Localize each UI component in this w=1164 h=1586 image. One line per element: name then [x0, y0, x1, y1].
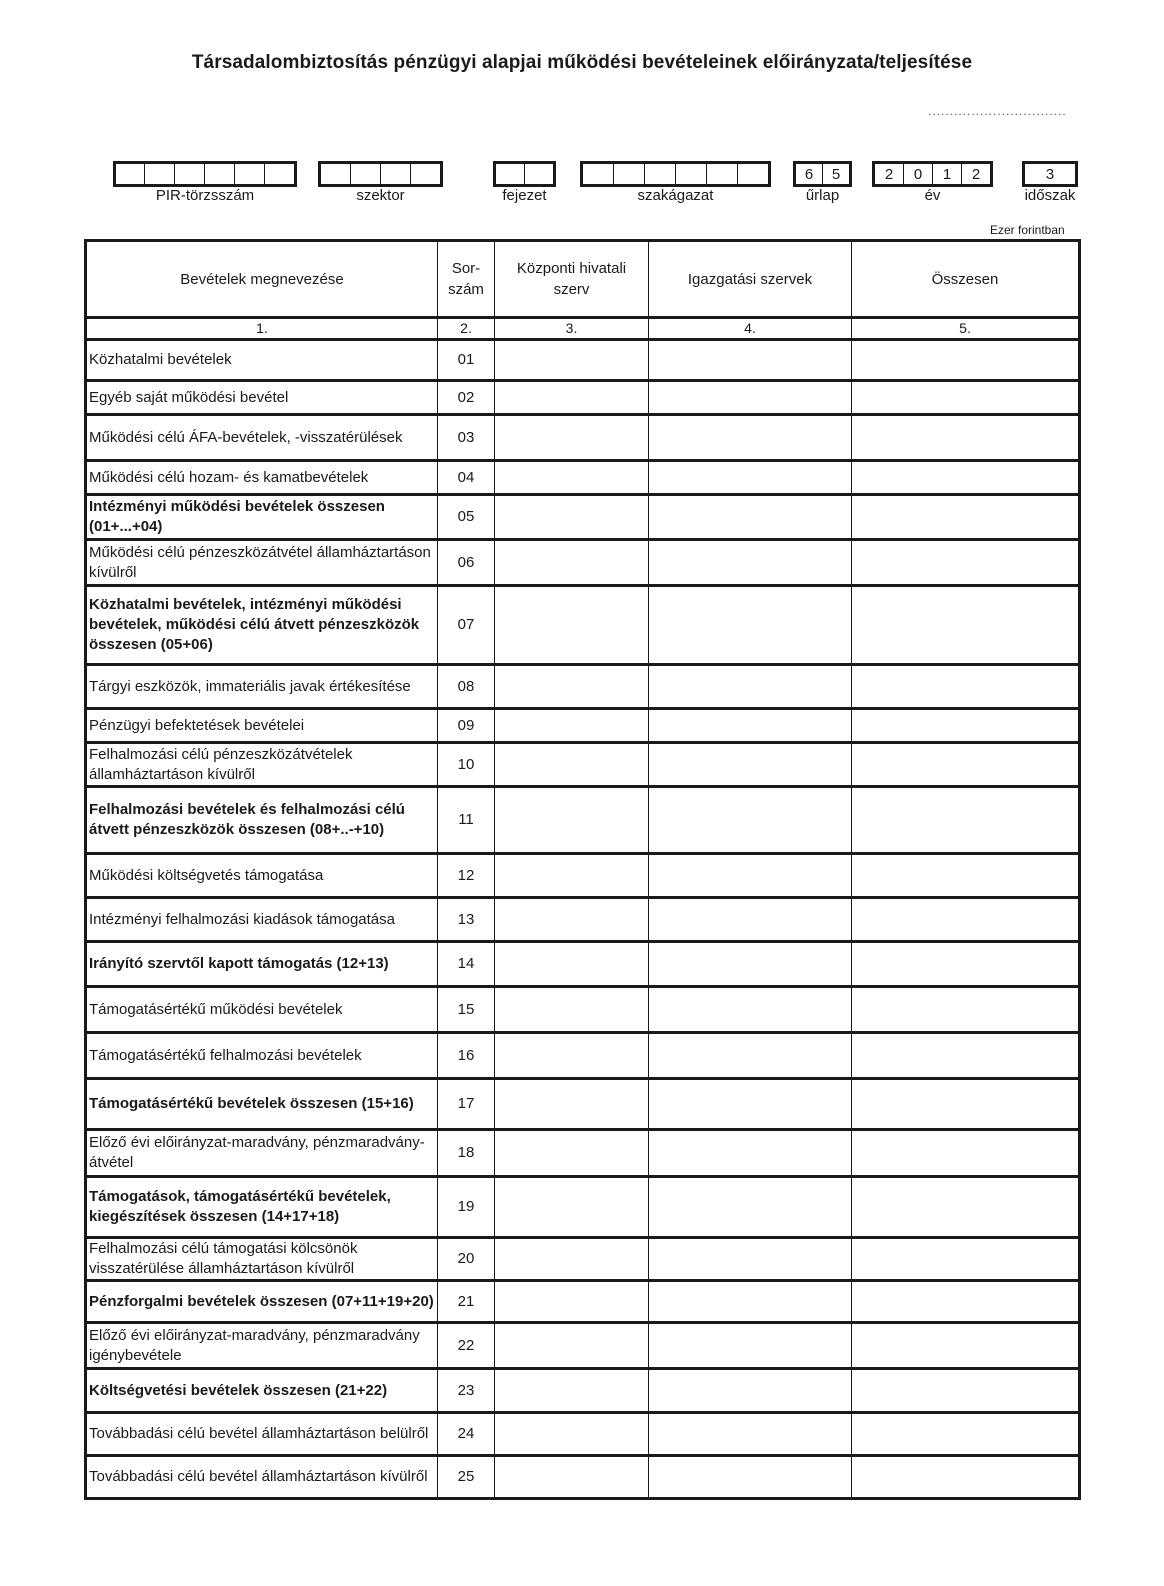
row-value-col5[interactable] — [852, 381, 1080, 415]
row-value-col4[interactable] — [649, 495, 852, 540]
table-row — [86, 340, 1080, 381]
szakagazat-cell[interactable] — [644, 164, 675, 184]
row-value-col4[interactable] — [649, 540, 852, 586]
row-value-col3[interactable] — [495, 1079, 649, 1130]
signature-dotted-line: ................................ — [928, 104, 1067, 118]
row-value-col4[interactable] — [649, 709, 852, 743]
row-name: Előző évi előirányzat-maradvány, pénzmaradvány-átvétel — [86, 1130, 438, 1177]
header-code — [438, 241, 495, 318]
row-value-col4[interactable] — [649, 665, 852, 709]
szektor-cell[interactable] — [410, 164, 440, 184]
row-value-col5[interactable] — [852, 495, 1080, 540]
ev-field[interactable] — [872, 161, 993, 204]
szakagazat-cell[interactable] — [737, 164, 768, 184]
row-code: 22 — [438, 1323, 495, 1369]
row-value-col4[interactable] — [649, 987, 852, 1033]
row-code: 11 — [438, 787, 495, 854]
row-name: Előző évi előirányzat-maradvány, pénzmaradvány igénybevétele — [86, 1323, 438, 1369]
row-name: Támogatásértékű működési bevételek — [86, 987, 438, 1033]
row-value-col3[interactable] — [495, 1177, 649, 1238]
row-value-col4[interactable] — [649, 1079, 852, 1130]
szakagazat-label: szakágazat — [637, 187, 714, 204]
row-value-col4[interactable] — [649, 340, 852, 381]
urlap-cell[interactable]: 5 — [822, 164, 849, 184]
urlap-label: űrlap — [805, 187, 840, 204]
page-title: Társadalombiztosítás pénzügyi alapjai működési bevételeinek előirányzata/teljesítése — [191, 52, 973, 73]
row-code: 14 — [438, 942, 495, 987]
row-value-col5[interactable] — [852, 461, 1080, 495]
row-name: Pénzügyi befektetések bevételei — [86, 709, 438, 743]
pir-cell[interactable] — [234, 164, 264, 184]
row-code: 03 — [438, 415, 495, 461]
header-col3-line2: szerv — [553, 281, 590, 298]
row-value-col3[interactable] — [495, 854, 649, 898]
row-value-col3[interactable] — [495, 1130, 649, 1177]
row-value-col5[interactable] — [852, 787, 1080, 854]
idoszak-cell[interactable]: 3 — [1045, 165, 1055, 183]
row-value-col4[interactable] — [649, 898, 852, 942]
row-code: 10 — [438, 743, 495, 787]
row-name: Továbbadási célú bevétel államháztartáson belülről — [86, 1413, 438, 1456]
fejezet-field[interactable] — [493, 161, 556, 204]
column-number-row — [86, 318, 1080, 340]
row-value-col5[interactable] — [852, 854, 1080, 898]
row-value-col4[interactable] — [649, 461, 852, 495]
row-name: Működési célú hozam- és kamatbevételek — [86, 461, 438, 495]
table-row — [86, 415, 1080, 461]
row-name: Működési célú pénzeszközátvétel államháztartáson kívülről — [86, 540, 438, 586]
fejezet-label: fejezet — [502, 187, 547, 204]
row-value-col4[interactable] — [649, 1177, 852, 1238]
row-name: Közhatalmi bevételek — [86, 340, 438, 381]
table-row — [86, 898, 1080, 942]
row-name: Intézményi működési bevételek összesen (01+...+04) — [86, 495, 438, 540]
row-value-col3[interactable] — [495, 1413, 649, 1456]
colnum-5: 5. — [852, 318, 1080, 340]
pir-boxes[interactable] — [113, 161, 297, 187]
szektor-boxes[interactable] — [318, 161, 443, 187]
szektor-cell[interactable] — [380, 164, 410, 184]
idoszak-boxes[interactable] — [1022, 161, 1078, 187]
row-name: Közhatalmi bevételek, intézményi működési bevételek, működési célú átvett pénzeszközök összesen (05+06) — [86, 586, 438, 665]
row-value-col4[interactable] — [649, 1281, 852, 1323]
table-row — [86, 1369, 1080, 1413]
table-row — [86, 1238, 1080, 1281]
ev-label: év — [924, 187, 941, 204]
table-row — [86, 987, 1080, 1033]
row-code: 09 — [438, 709, 495, 743]
header-col3 — [495, 241, 649, 318]
row-code: 18 — [438, 1130, 495, 1177]
row-value-col5[interactable] — [852, 1456, 1080, 1499]
fejezet-cell[interactable] — [496, 164, 524, 184]
row-value-col3[interactable] — [495, 743, 649, 787]
row-value-col5[interactable] — [852, 540, 1080, 586]
row-value-col5[interactable] — [852, 898, 1080, 942]
row-value-col5[interactable] — [852, 942, 1080, 987]
table-row — [86, 381, 1080, 415]
row-name: Költségvetési bevételek összesen (21+22) — [86, 1369, 438, 1413]
row-value-col3[interactable] — [495, 1369, 649, 1413]
table-row — [86, 665, 1080, 709]
pir-cell[interactable] — [144, 164, 174, 184]
row-value-col4[interactable] — [649, 1033, 852, 1079]
header-col3-line1: Központi hivatali — [516, 260, 627, 277]
ev-cell[interactable]: 2 — [884, 165, 894, 183]
header-code-line1: Sor- — [451, 260, 481, 277]
table-row — [86, 1079, 1080, 1130]
ev-cell[interactable]: 0 — [903, 164, 932, 184]
row-value-col3[interactable] — [495, 1281, 649, 1323]
row-value-col4[interactable] — [649, 1413, 852, 1456]
row-name: Felhalmozási célú pénzeszközátvételek államháztartáson kívülről — [86, 743, 438, 787]
row-code: 13 — [438, 898, 495, 942]
row-code: 19 — [438, 1177, 495, 1238]
row-value-col5[interactable] — [852, 1369, 1080, 1413]
row-name: Pénzforgalmi bevételek összesen (07+11+19+20) — [86, 1281, 438, 1323]
row-code: 02 — [438, 381, 495, 415]
szakagazat-cell[interactable] — [583, 164, 613, 184]
table-header-row — [86, 241, 1080, 318]
row-value-col4[interactable] — [649, 854, 852, 898]
table-row — [86, 540, 1080, 586]
header-col5: Összesen — [852, 241, 1080, 318]
row-code: 24 — [438, 1413, 495, 1456]
row-value-col5[interactable] — [852, 1033, 1080, 1079]
row-value-col5[interactable] — [852, 1281, 1080, 1323]
colnum-4: 4. — [649, 318, 852, 340]
row-value-col5[interactable] — [852, 340, 1080, 381]
fejezet-boxes[interactable] — [493, 161, 556, 187]
row-value-col3[interactable] — [495, 540, 649, 586]
row-value-col5[interactable] — [852, 709, 1080, 743]
table-row — [86, 787, 1080, 854]
row-value-col5[interactable] — [852, 586, 1080, 665]
row-value-col3[interactable] — [495, 461, 649, 495]
colnum-1: 1. — [86, 318, 438, 340]
urlap-boxes[interactable] — [793, 161, 852, 187]
row-name: Intézményi felhalmozási kiadások támogatása — [86, 898, 438, 942]
row-code: 20 — [438, 1238, 495, 1281]
urlap-cell[interactable]: 6 — [804, 165, 814, 183]
pir-cell[interactable] — [204, 164, 234, 184]
row-value-col4[interactable] — [649, 1456, 852, 1499]
fejezet-cell[interactable] — [524, 164, 553, 184]
row-name: Felhalmozási célú támogatási kölcsönök visszatérülése államháztartáson kívülről — [86, 1238, 438, 1281]
row-code: 21 — [438, 1281, 495, 1323]
table-row — [86, 461, 1080, 495]
row-code: 23 — [438, 1369, 495, 1413]
szektor-field[interactable] — [318, 161, 443, 204]
szektor-cell[interactable] — [321, 164, 350, 184]
row-code: 06 — [438, 540, 495, 586]
row-value-col5[interactable] — [852, 1238, 1080, 1281]
row-value-col3[interactable] — [495, 709, 649, 743]
row-code: 07 — [438, 586, 495, 665]
header-code-line2: szám — [448, 281, 484, 298]
row-value-col4[interactable] — [649, 1130, 852, 1177]
row-value-col3[interactable] — [495, 987, 649, 1033]
row-value-col4[interactable] — [649, 1323, 852, 1369]
table-row — [86, 1456, 1080, 1499]
pir-cell[interactable] — [116, 164, 144, 184]
table-row — [86, 1130, 1080, 1177]
pir-field[interactable] — [113, 161, 297, 204]
header-col4: Igazgatási szervek — [649, 241, 852, 318]
row-value-col5[interactable] — [852, 743, 1080, 787]
row-value-col5[interactable] — [852, 1130, 1080, 1177]
ev-cell[interactable]: 1 — [932, 164, 961, 184]
table-row — [86, 1033, 1080, 1079]
row-name: Irányító szervtől kapott támogatás (12+13) — [86, 942, 438, 987]
colnum-3: 3. — [495, 318, 649, 340]
szektor-label: szektor — [356, 187, 405, 204]
table-row — [86, 586, 1080, 665]
table-row — [86, 854, 1080, 898]
row-code: 16 — [438, 1033, 495, 1079]
table-row — [86, 942, 1080, 987]
row-name: Tárgyi eszközök, immateriális javak értékesítése — [86, 665, 438, 709]
row-value-col5[interactable] — [852, 987, 1080, 1033]
row-name: Támogatásértékű bevételek összesen (15+16) — [86, 1079, 438, 1130]
szakagazat-field[interactable] — [580, 161, 771, 204]
row-name: Működési költségvetés támogatása — [86, 854, 438, 898]
urlap-field[interactable] — [793, 161, 852, 204]
row-value-col4[interactable] — [649, 1238, 852, 1281]
row-value-col3[interactable] — [495, 1323, 649, 1369]
row-code: 01 — [438, 340, 495, 381]
row-value-col4[interactable] — [649, 586, 852, 665]
row-value-col5[interactable] — [852, 665, 1080, 709]
row-value-col3[interactable] — [495, 898, 649, 942]
row-name: Felhalmozási bevételek és felhalmozási célú átvett pénzeszközök összesen (08+..-+10) — [86, 787, 438, 854]
row-code: 08 — [438, 665, 495, 709]
row-value-col3[interactable] — [495, 942, 649, 987]
table-row — [86, 709, 1080, 743]
unit-label: Ezer forintban — [990, 223, 1065, 237]
szektor-cell[interactable] — [350, 164, 380, 184]
row-code: 15 — [438, 987, 495, 1033]
row-name: Működési célú ÁFA-bevételek, -visszatérülések — [86, 415, 438, 461]
row-value-col4[interactable] — [649, 415, 852, 461]
szakagazat-cell[interactable] — [613, 164, 644, 184]
pir-cell[interactable] — [264, 164, 294, 184]
table-row — [86, 495, 1080, 540]
row-value-col5[interactable] — [852, 1177, 1080, 1238]
row-name: Továbbadási célú bevétel államháztartáson kívülről — [86, 1456, 438, 1499]
ev-boxes[interactable] — [872, 161, 993, 187]
colnum-2: 2. — [438, 318, 495, 340]
szakagazat-boxes[interactable] — [580, 161, 771, 187]
row-name: Támogatásértékű felhalmozási bevételek — [86, 1033, 438, 1079]
row-code: 04 — [438, 461, 495, 495]
row-value-col3[interactable] — [495, 381, 649, 415]
table-row — [86, 1413, 1080, 1456]
row-value-col3[interactable] — [495, 340, 649, 381]
row-value-col4[interactable] — [649, 381, 852, 415]
idoszak-field[interactable] — [1022, 161, 1078, 204]
header-name: Bevételek megnevezése — [86, 241, 438, 318]
table-row — [86, 1281, 1080, 1323]
szakagazat-cell[interactable] — [675, 164, 706, 184]
table-row — [86, 1177, 1080, 1238]
revenue-table — [84, 239, 1081, 1500]
row-value-col5[interactable] — [852, 1413, 1080, 1456]
ev-cell[interactable]: 2 — [961, 164, 990, 184]
row-value-col3[interactable] — [495, 415, 649, 461]
row-value-col3[interactable] — [495, 787, 649, 854]
row-code: 17 — [438, 1079, 495, 1130]
row-value-col4[interactable] — [649, 942, 852, 987]
pir-cell[interactable] — [174, 164, 204, 184]
row-value-col5[interactable] — [852, 1079, 1080, 1130]
row-value-col5[interactable] — [852, 1323, 1080, 1369]
row-value-col3[interactable] — [495, 586, 649, 665]
table-row — [86, 743, 1080, 787]
row-value-col5[interactable] — [852, 415, 1080, 461]
pir-label: PIR-törzsszám — [155, 187, 255, 204]
row-value-col3[interactable] — [495, 1033, 649, 1079]
row-code: 05 — [438, 495, 495, 540]
row-code: 12 — [438, 854, 495, 898]
row-name: Egyéb saját működési bevétel — [86, 381, 438, 415]
row-value-col3[interactable] — [495, 1456, 649, 1499]
row-value-col3[interactable] — [495, 495, 649, 540]
idoszak-label: időszak — [1024, 187, 1076, 204]
row-value-col4[interactable] — [649, 787, 852, 854]
row-value-col4[interactable] — [649, 1369, 852, 1413]
row-code: 25 — [438, 1456, 495, 1499]
table-row — [86, 1323, 1080, 1369]
row-value-col3[interactable] — [495, 1238, 649, 1281]
row-value-col4[interactable] — [649, 743, 852, 787]
szakagazat-cell[interactable] — [706, 164, 737, 184]
row-value-col3[interactable] — [495, 665, 649, 709]
row-name: Támogatások, támogatásértékű bevételek, kiegészítések összesen (14+17+18) — [86, 1177, 438, 1238]
